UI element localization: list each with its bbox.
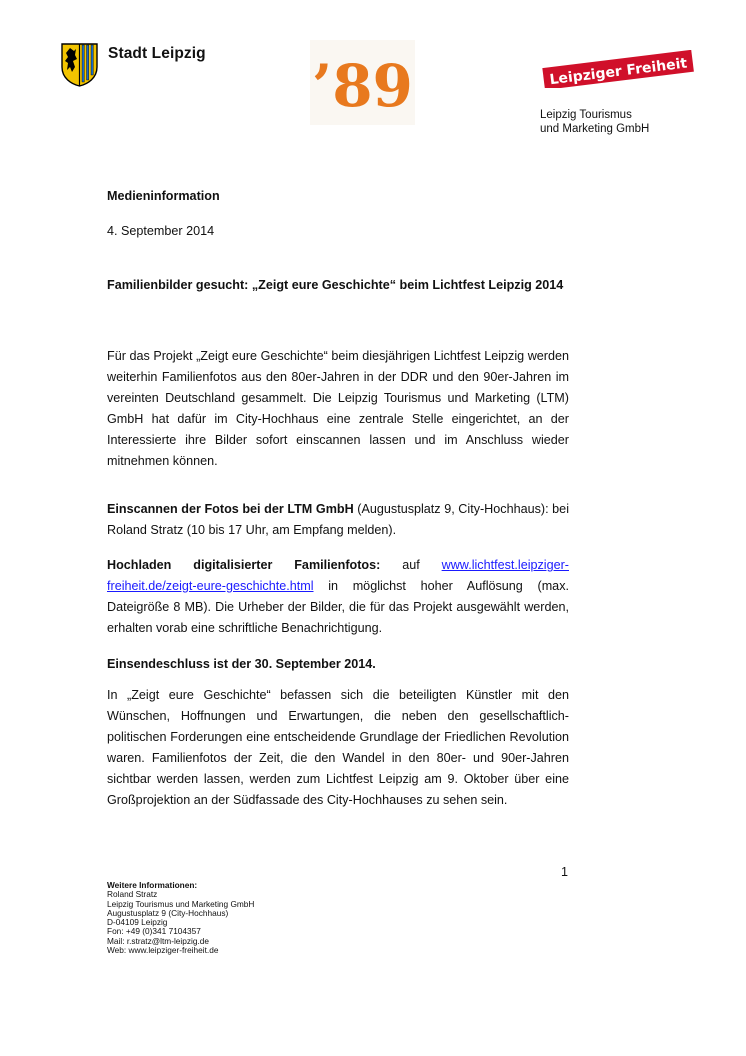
leipziger-freiheit-logo — [539, 50, 696, 88]
contact-block — [107, 881, 254, 955]
paragraph-upload — [107, 555, 569, 639]
upload-text-pre: auf — [380, 558, 442, 572]
upload-link[interactable]: www.lichtfest.leipziger-freiheit.de/zeigt-eure-geschichte.html — [107, 558, 569, 593]
contact-line: Web: www.leipziger-freiheit.de — [107, 945, 219, 956]
contact-line: Leipzig Tourismus und Marketing GmbH — [107, 898, 255, 909]
contact-line: Augustusplatz 9 (City-Hochhaus) — [107, 907, 229, 918]
headline: Familienbilder gesucht: „Zeigt eure Geschichte“ beim Lichtfest Leipzig 2014 — [107, 278, 564, 292]
leipzig-coat-of-arms-icon — [61, 43, 98, 87]
contact-heading: Weitere Informationen: — [107, 880, 198, 890]
scanning-text: (Augustusplatz 9, City-Hochhaus): bei Roland Stratz (10 bis 17 Uhr, am Empfang melden). — [107, 502, 569, 537]
company-line-1: Leipzig Tourismus — [540, 109, 632, 121]
paragraph-scanning — [107, 499, 569, 541]
city-name: Stadt Leipzig — [108, 45, 206, 62]
contact-line: Mail: r.stratz@ltm-leipzig.de — [107, 935, 210, 946]
deadline-notice: Einsendeschluss ist der 30. September 2014. — [107, 657, 376, 671]
document-date: 4. September 2014 — [107, 224, 215, 238]
page-number: 1 — [561, 865, 569, 879]
company-name — [540, 108, 649, 136]
document-label: Medieninformation — [107, 189, 220, 203]
logo-89-text: ’89 — [312, 52, 413, 120]
contact-line: Fon: +49 (0)341 7104357 — [107, 926, 201, 937]
contact-line: D-04109 Leipzig — [107, 917, 168, 928]
company-line-2: und Marketing GmbH — [540, 123, 650, 135]
logo-89 — [310, 40, 415, 125]
upload-text: in möglichst hoher Auflösung (max. Dateigröße 8 MB). Die Urheber der Bilder, die für das Projekt ausgewählt werden, erhalten vorab eine schriftliche Benachrichtigung. — [107, 579, 569, 635]
leipziger-freiheit-text: Leipziger Freiheit — [548, 55, 688, 88]
upload-heading: Hochladen digitalisierter Familienfotos: — [107, 558, 381, 572]
scanning-heading: Einscannen der Fotos bei der LTM GmbH — [107, 502, 354, 516]
paragraph-intro: Für das Projekt „Zeigt eure Geschichte“ beim diesjährigen Lichtfest Leipzig werden weiterhin Familienfotos aus den 80er-Jahren in der DDR und den 90er-Jahren im vereinten Deutschland gesammelt. Die Leipzig Tourismus und Marketing (LTM) GmbH hat dafür im City-Hochhaus eine zentrale Stelle eingerichtet, an der Interessierte ihre Bilder sofort einscannen lassen und im Anschluss wieder mitnehmen können. — [107, 349, 569, 468]
paragraph-project: In „Zeigt eure Geschichte“ befassen sich die beteiligten Künstler mit den Wünschen, Hoffnungen und Erwartungen, die neben den gesellschaftlich-politischen Forderungen eine entscheidende Grundlage der Friedlichen Revolution waren. Familienfotos der Zeit, die den Wandel in den 80er- und 90er-Jahren sichtbar werden lassen, werden zum Lichtfest Leipzig am 9. Oktober über eine Großprojektion an der Südfassade des City-Hochhauses zu sehen sein. — [107, 688, 569, 807]
contact-line: Roland Stratz — [107, 889, 158, 900]
